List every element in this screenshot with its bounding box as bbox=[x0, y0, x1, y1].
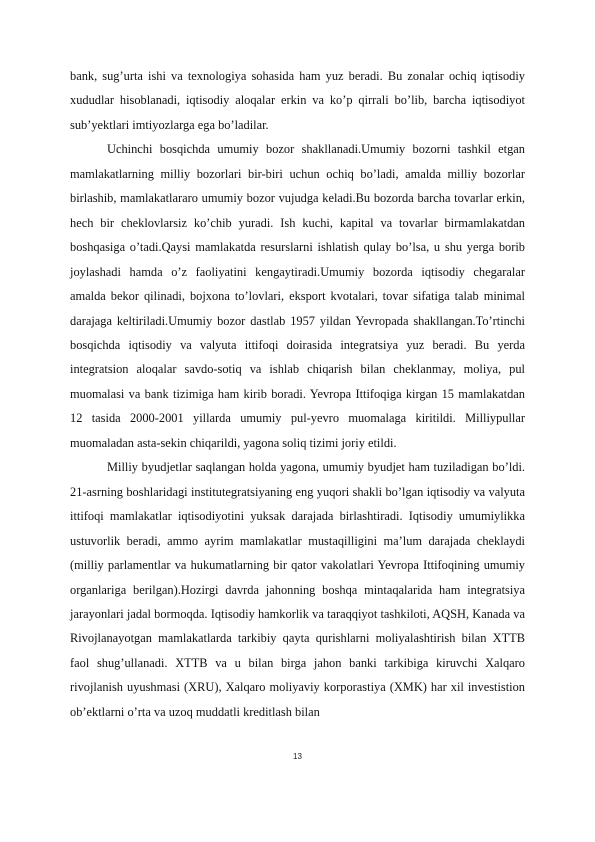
page-number: 13 bbox=[293, 752, 302, 761]
paragraph-common-market: Uchinchi bosqichda umumiy bozor shakllanadi.Umumiy bozorni tashkil etgan mamlakatlarning milliy bozorlari bir-biri uchun ochiq bo’ladi, amalda milliy bozorlar birlashib, mamlakatlararo umumiy bozor vujudga keladi.Bu bozorda barcha tovarlar erkin, hech bir cheklovlarsiz ko’chib yuradi. Ish kuchi, kapital va tovarlar birmamlakatdan boshqasiga o’tadi.Qaysi mamlakatda resurslarni ishlatish qulay bo’lsa, u shu yerga borib joylashadi hamda o’z faoliyatini kengaytiradi.Umumiy bozorda iqtisodiy chegaralar amalda bekor qilinadi, bojxona to’lovlari, eksport kvotalari, tovar sifatiga talab minimal darajaga keltiriladi.Umumiy bozor dastlab 1957 yildan Yevropada shakllangan.To’rtinchi bosqichda iqtisodiy va valyuta ittifoqi doirasida integratsiya yuz beradi. Bu yerda integratsion aloqalar savdo-sotiq va ishlab chiqarish bilan cheklanmay, moliya, pul muomalasi va bank tizimiga ham kirib boradi. Yevropa Ittifoqiga kirgan 15 mamlakatdan 12 tasida 2000-2001 yillarda umumiy pul-yevro muomalaga kiritildi. Milliypullar muomaladan asta-sekin chiqarildi, yagona soliq tizimi joriy etildi. bbox=[70, 142, 525, 450]
paragraph-budget: Milliy byudjetlar saqlangan holda yagona, umumiy byudjet ham tuziladigan bo’ldi. 21-asrning boshlaridagi institutegratsiyaning eng yuqori shakli bo’lgan iqtisodiy va valyuta ittifoqi mamlakatlar iqtisodiyotini yuksak darajada birlashtiradi. Iqtisodiy umumiylikka ustuvorlik beradi, ammo ayrim mamlakatlar mustaqilligini ma’lum darajada cheklaydi (milliy parlamentlar va hukumatlarning bir qator vakolatlari Yevropa Ittifoqining umumiy organlariga berilgan).Hozirgi davrda jahonning boshqa mintaqalarida ham integratsiya jarayonlari jadal bormoqda. Iqtisodiy hamkorlik va taraqqiyot tashkiloti, AQSH, Kanada va Rivojlanayotgan mamlakatlarda tarkibiy qayta qurishlarni moliyalashtirish bilan XTTB faol shug’ullanadi. XTTB va u bilan birga jahon banki tarkibiga kiruvchi Xalqaro rivojlanish uyushmasi (XRU), Xalqaro moliyaviy korporastiya (XMK) har xil investistion ob’ektlarni o’rta va uzoq muddatli kreditlash bilan bbox=[70, 460, 525, 719]
document-body bbox=[70, 64, 525, 724]
paragraph-continuation: bank, sug’urta ishi va texnologiya sohasida ham yuz beradi. Bu zonalar ochiq iqtisodiy xududlar hisoblanadi, iqtisodiy aloqalar erkin va ko’p qirrali bo’lib, barcha iqtisodiyot sub’yektlari imtiyozlarga ega bo’ladilar. bbox=[70, 69, 525, 132]
